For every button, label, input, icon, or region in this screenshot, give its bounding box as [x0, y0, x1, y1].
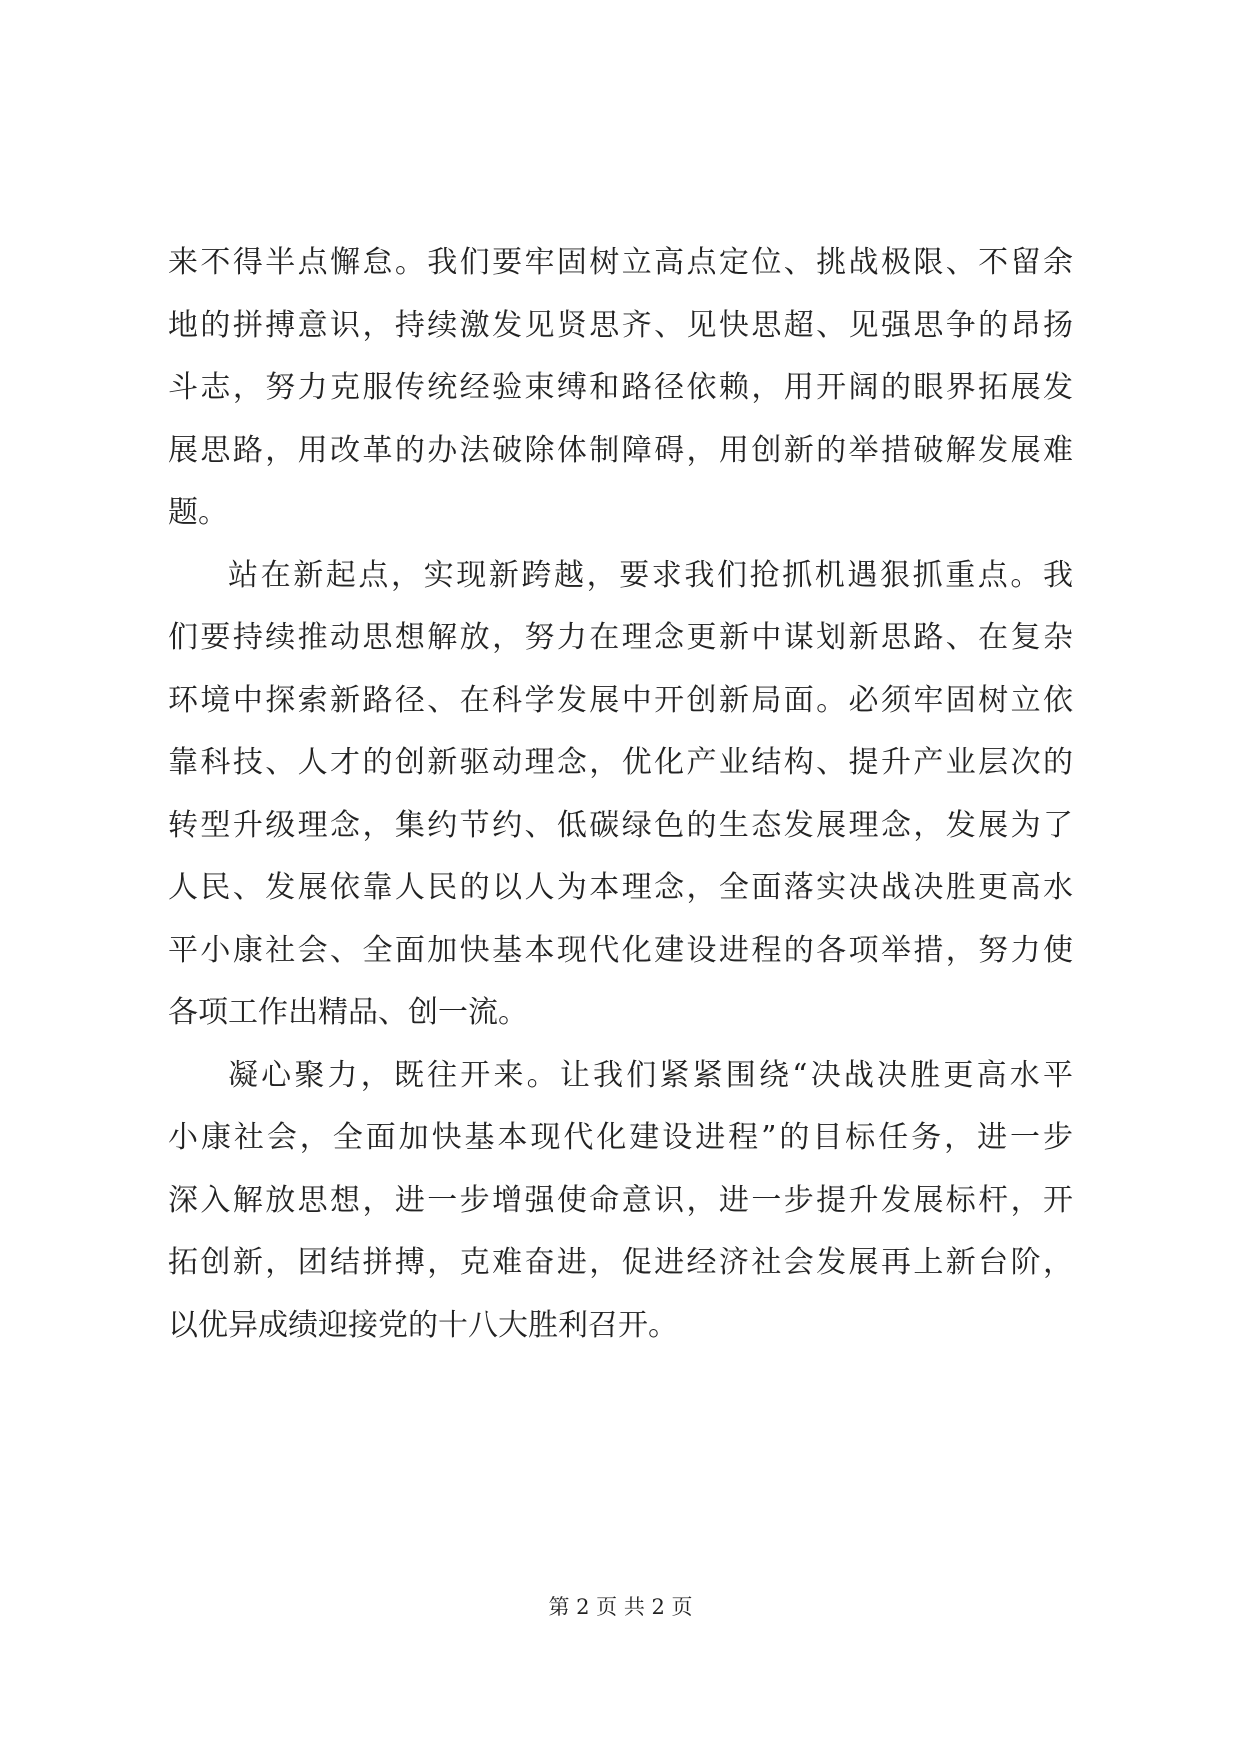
paragraph-2 — [168, 545, 1073, 1045]
text-line: 靠科技、人才的创新驱动理念，优化产业结构、提升产业层次的 — [168, 745, 1073, 780]
text-line: 展思路，用改革的办法破除体制障碍，用创新的举措破解发展难 — [168, 432, 1073, 468]
text-line: 拓创新，团结拼搏，克难奋进，促进经济社会发展再上新台阶， — [168, 1245, 1073, 1280]
page-footer: 第 2 页 共 2 页 — [548, 1595, 693, 1619]
paragraph-1 — [168, 232, 1073, 545]
text-line: 地的拼搏意识，持续激发见贤思齐、见快思超、见强思争的昂扬 — [168, 307, 1073, 343]
text-line: 环境中探索新路径、在科学发展中开创新局面。必须牢固树立依 — [168, 682, 1073, 718]
paragraph-3 — [168, 1045, 1073, 1358]
text-line: 转型升级理念，集约节约、低碳绿色的生态发展理念，发展为了 — [168, 807, 1073, 843]
text-line: 小康社会，全面加快基本现代化建设进程”的目标任务，进一步 — [168, 1120, 1073, 1155]
text-line: 凝心聚力，既往开来。让我们紧紧围绕“决战决胜更高水平 — [228, 1057, 1073, 1093]
text-line: 来不得半点懈怠。我们要牢固树立高点定位、挑战极限、不留余 — [168, 245, 1073, 280]
text-line: 平小康社会、全面加快基本现代化建设进程的各项举措，努力使 — [168, 932, 1073, 968]
text-line: 站在新起点，实现新跨越，要求我们抢抓机遇狠抓重点。我 — [228, 557, 1073, 593]
text-line: 们要持续推动思想解放，努力在理念更新中谋划新思路、在复杂 — [168, 620, 1073, 655]
text-line: 各项工作出精品、创一流。 — [168, 995, 528, 1030]
text-line: 斗志，努力克服传统经验束缚和路径依赖，用开阔的眼界拓展发 — [168, 370, 1073, 405]
text-line: 题。 — [168, 495, 228, 530]
text-line: 人民、发展依靠人民的以人为本理念，全面落实决战决胜更高水 — [168, 870, 1073, 905]
text-line: 深入解放思想，进一步增强使命意识，进一步提升发展标杆，开 — [168, 1182, 1073, 1218]
text-line: 以优异成绩迎接党的十八大胜利召开。 — [168, 1307, 678, 1343]
document-body — [168, 232, 1073, 1357]
